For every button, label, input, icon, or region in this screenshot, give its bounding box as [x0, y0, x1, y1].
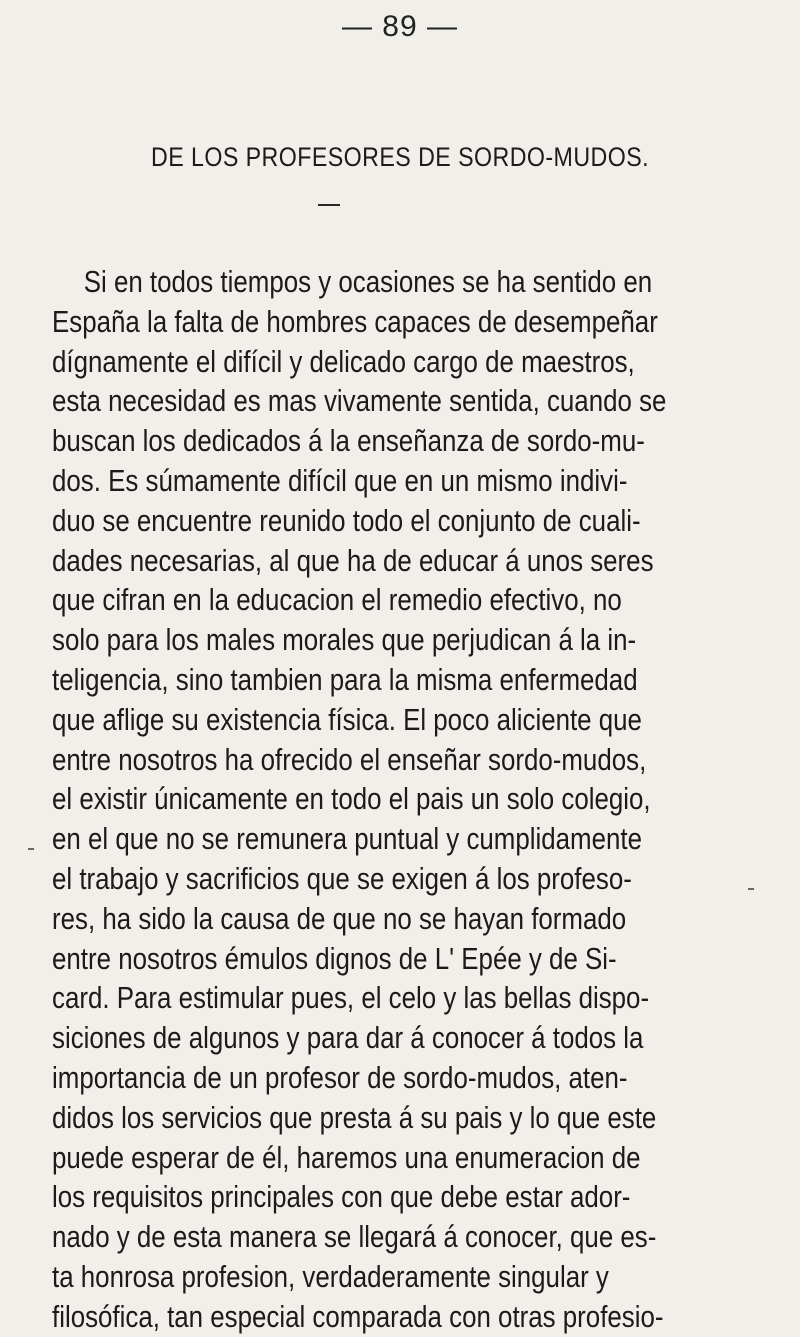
text-line: que aflige su existencia física. El poco aliciente que	[52, 701, 642, 737]
body-paragraph	[52, 262, 772, 1337]
text-line: res, ha sido la causa de que no se hayan formado	[52, 900, 627, 936]
text-line: dades necesarias, al que ha de educar á unos seres	[52, 542, 654, 578]
text-line: entre nosotros émulos dignos de L' Epée y de Si-	[52, 940, 617, 976]
text-line: importancia de un profesor de sordo-mudos, aten-	[52, 1059, 628, 1095]
text-line: España la falta de hombres capaces de desempeñar	[52, 303, 658, 339]
text-line: Si en todos tiempos y ocasiones se ha sentido en	[83, 264, 653, 299]
text-line: el trabajo y sacrificios que se exigen á los profeso-	[52, 860, 632, 896]
margin-speck	[28, 848, 34, 850]
text-line: didos los servicios que presta á su pais y lo que este	[52, 1099, 657, 1135]
title-separator	[318, 204, 340, 206]
chapter-title: DE LOS PROFESORES DE SORDO-MUDOS.	[150, 142, 650, 172]
text-line: esta necesidad es mas vivamente sentida, cuando se	[52, 383, 667, 419]
text-line: teligencia, sino tambien para la misma enfermedad	[52, 661, 638, 697]
text-line: dos. Es súmamente difícil que en un mismo indivi-	[52, 462, 628, 498]
text-line: en el que no se remunera puntual y cumplidamente	[52, 821, 642, 857]
text-line: filosófica, tan especial comparada con otras profesio-	[52, 1298, 664, 1334]
text-line: el existir únicamente en todo el pais un solo colegio,	[52, 781, 651, 817]
text-line: siciones de algunos y para dar á conocer á todos la	[52, 1020, 644, 1056]
text-line: buscan los dedicados á la enseñanza de sordo-mu-	[52, 423, 645, 459]
text-line: dígnamente el difícil y delicado cargo de maestros,	[52, 343, 635, 379]
text-line: ta honrosa profesion, verdaderamente singular y	[52, 1258, 609, 1294]
text-line: duo se encuentre reunido todo el conjunto de cuali-	[52, 502, 641, 538]
text-line: solo para los males morales que perjudican á la in-	[52, 622, 637, 658]
text-line: nado y de esta manera se llegará á conocer, que es-	[52, 1219, 657, 1255]
text-line: entre nosotros ha ofrecido el enseñar sordo-mudos,	[52, 741, 647, 777]
text-line: que cifran en la educacion el remedio efectivo, no	[52, 582, 622, 618]
text-line: puede esperar de él, haremos una enumeracion de	[52, 1139, 641, 1175]
text-line: card. Para estimular pues, el celo y las bellas dispo-	[52, 980, 650, 1016]
margin-speck	[748, 888, 754, 890]
page-number: — 89 —	[341, 10, 459, 43]
text-line: los requisitos principales con que debe estar ador-	[52, 1179, 631, 1215]
